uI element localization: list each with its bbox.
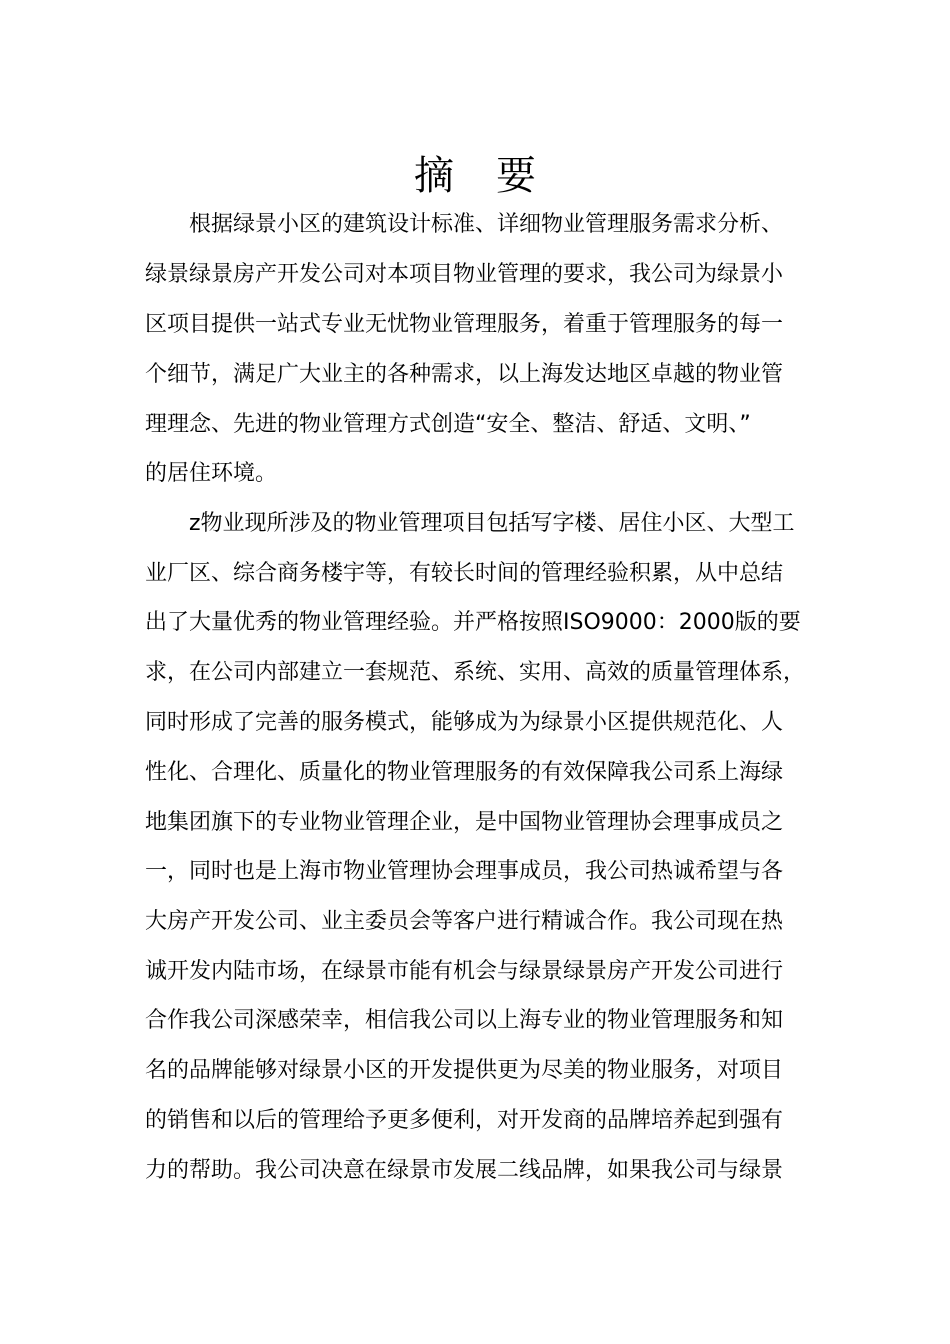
text-line: 合作我公司深感荣幸，相信我公司以上海专业的物业管理服务和知 [145, 1008, 784, 1033]
text-line: 业厂区、综合商务楼宇等，有较长时间的管理经验积累，从中总结 [145, 561, 784, 586]
text-line: 同时形成了完善的服务模式，能够成为为绿景小区提供规范化、人 [145, 710, 784, 735]
text-line: 大房产开发公司、业主委员会等客户进行精诚合作。我公司现在热 [145, 909, 784, 934]
text-line: 一，同时也是上海市物业管理协会理事成员，我公司热诚希望与各 [145, 859, 784, 884]
text-line: 的居住环境。 [145, 461, 278, 486]
title-char-1: 摘 [414, 153, 454, 199]
text-line: 根据绿景小区的建筑设计标准、详细物业管理服务需求分析、 [145, 212, 784, 237]
text-line: 出了大量优秀的物业管理经验。并严格按照ISO9000：2000版的要 [145, 610, 801, 635]
text-line: 力的帮助。我公司决意在绿景市发展二线品牌，如果我公司与绿景 [145, 1158, 784, 1183]
text-line: 个细节，满足广大业主的各种需求，以上海发达地区卓越的物业管 [145, 362, 784, 387]
page-title [0, 150, 950, 202]
text-line: 地集团旗下的专业物业管理企业，是中国物业管理协会理事成员之 [145, 810, 784, 835]
text-line: 性化、合理化、质量化的物业管理服务的有效保障我公司系上海绿 [145, 760, 784, 785]
text-line: 名的品牌能够对绿景小区的开发提供更为尽美的物业服务，对项目 [145, 1058, 784, 1083]
title-char-2: 要 [496, 153, 536, 199]
text-line: 诚开发内陆市场，在绿景市能有机会与绿景绿景房产开发公司进行 [145, 959, 784, 984]
text-line: 区项目提供一站式专业无忧物业管理服务，着重于管理服务的每一 [145, 312, 784, 337]
text-line: 绿景绿景房产开发公司对本项目物业管理的要求，我公司为绿景小 [145, 262, 784, 287]
text-line: z物业现所涉及的物业管理项目包括写字楼、居住小区、大型工 [145, 511, 795, 536]
text-line: 理理念、先进的物业管理方式创造“安全、整洁、舒适、文明、” [145, 412, 751, 437]
text-line: 的销售和以后的管理给予更多便利，对开发商的品牌培养起到强有 [145, 1108, 784, 1133]
text-line: 求，在公司内部建立一套规范、系统、实用、高效的质量管理体系， [145, 660, 806, 685]
